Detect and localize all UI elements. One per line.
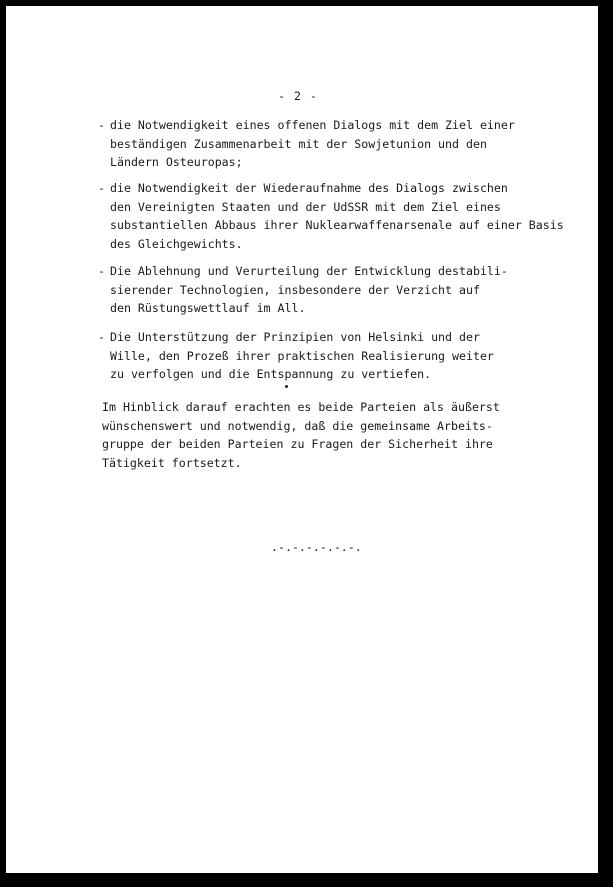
bullet-line: Wille, den Prozeß ihrer praktischen Realisierung weiter bbox=[110, 348, 494, 363]
paragraph-line: wünschenswert und notwendig, daß die gemeinsame Arbeits- bbox=[102, 418, 493, 433]
paragraph-line: Im Hinblick darauf erachten es beide Parteien als äußerst bbox=[102, 400, 500, 414]
bullet-dash: - bbox=[98, 330, 105, 344]
scan-border-bottom bbox=[6, 873, 607, 883]
bullet-line: des Gleichgewichts. bbox=[110, 236, 243, 251]
scan-border-right bbox=[598, 6, 607, 881]
bullet-line: die Notwendigkeit der Wiederaufnahme des Dialogs zwischen bbox=[110, 181, 508, 195]
bullet-line: beständigen Zusammenarbeit mit der Sowjetunion und den bbox=[110, 136, 487, 151]
paragraph-line: gruppe der beiden Parteien zu Fragen der Sicherheit ihre bbox=[102, 437, 493, 451]
bullet-dash: - bbox=[98, 264, 105, 278]
end-divider: .-.-.-.-.-.-. bbox=[271, 540, 362, 554]
bullet-line: Die Unterstützung der Prinzipien von Helsinki und der bbox=[110, 330, 480, 344]
bullet-line: den Vereinigten Staaten und der UdSSR mit dem Ziel eines bbox=[110, 199, 501, 214]
bullet-line: die Notwendigkeit eines offenen Dialogs mit dem Ziel einer bbox=[110, 118, 515, 132]
bullet-line: zu verfolgen und die Entspannung zu vertiefen. bbox=[110, 367, 432, 381]
bullet-dash: - bbox=[98, 181, 105, 195]
paragraph-line: Tätigkeit fortsetzt. bbox=[102, 455, 242, 470]
page-number: - 2 - bbox=[278, 89, 318, 103]
bullet-line: sierender Technologien, insbesondere der Verzicht auf bbox=[110, 282, 480, 297]
bullet-line: den Rüstungswettlauf im All. bbox=[110, 301, 306, 315]
ink-dot bbox=[285, 385, 288, 388]
bullet-line: substantiellen Abbaus ihrer Nuklearwaffenarsenale auf einer Basis bbox=[110, 218, 564, 232]
bullet-line: Ländern Osteuropas; bbox=[110, 155, 243, 169]
closing-paragraph bbox=[102, 398, 500, 472]
bullet-line: Die Ablehnung und Verurteilung der Entwicklung destabili- bbox=[110, 264, 508, 278]
bullet-dash: - bbox=[98, 118, 105, 132]
